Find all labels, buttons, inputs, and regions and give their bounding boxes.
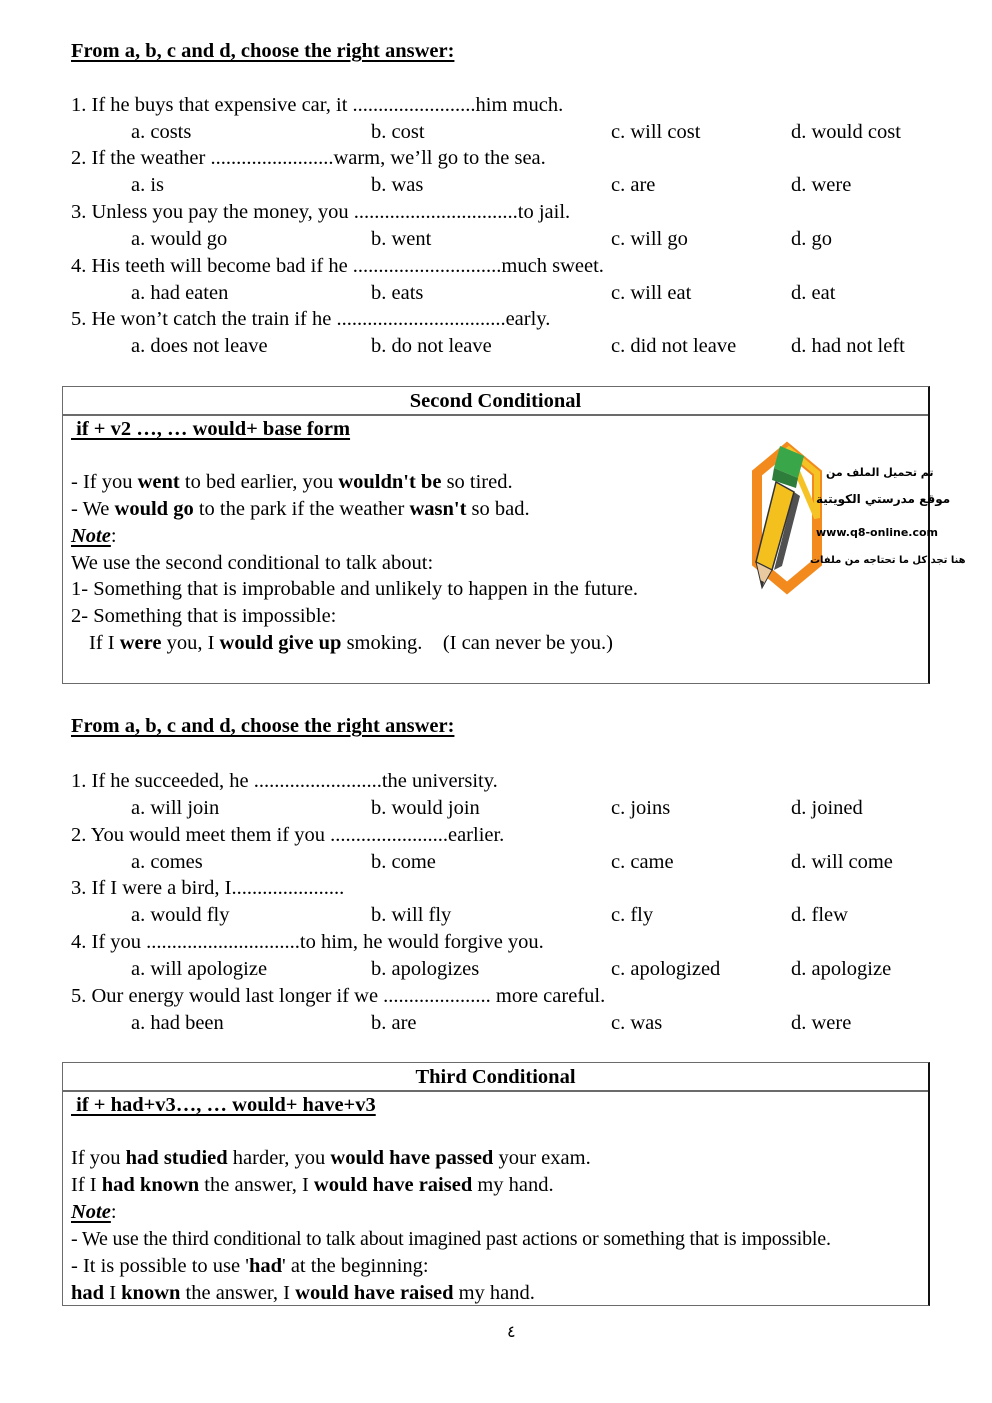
option-c: c. joins (611, 797, 671, 819)
question-2: 2. If the weather ........................warm, we’ll go to the sea. (71, 147, 546, 169)
bold-verb: wasn't (409, 498, 467, 520)
bold-verb: went (137, 471, 180, 493)
text: - We (71, 498, 115, 520)
question-3: 3. If I were a bird, I...................... (71, 877, 345, 899)
page-number: ٤ (507, 1322, 516, 1341)
bold-verb: had (71, 1282, 105, 1304)
option-a: a. had eaten (131, 282, 229, 304)
option-b: b. eats (371, 282, 424, 304)
bold-verb: known (121, 1282, 181, 1304)
second-conditional-example-3 (89, 633, 613, 654)
logo-arabic-line-4: هنا تجد كل ما تحتاجه من ملفات (810, 555, 966, 566)
bold-verb: had known (101, 1174, 200, 1196)
option-d: d. will come (791, 851, 893, 873)
q8-online-logo (748, 430, 966, 595)
bold-verb: would give up (219, 632, 342, 654)
text: - It is possible to use ' (71, 1255, 249, 1277)
second-conditional-example-1 (71, 472, 513, 493)
note-label: Note (71, 525, 111, 547)
bold-verb: had (248, 1255, 282, 1277)
option-a: a. comes (131, 851, 203, 873)
option-c: c. will cost (611, 121, 701, 143)
text: : (110, 1201, 117, 1223)
question-5: 5. He won’t catch the train if he .................................early. (71, 308, 551, 330)
second-conditional-usage: We use the second conditional to talk about: (71, 552, 434, 574)
text: my hand. (472, 1174, 554, 1196)
text: the answer, I (199, 1174, 314, 1196)
option-d: d. go (791, 228, 832, 250)
option-a: a. costs (131, 121, 192, 143)
option-b: b. apologizes (371, 958, 480, 980)
option-b: b. cost (371, 121, 425, 143)
text: ' at the beginning: (282, 1255, 429, 1277)
note-label: Note (71, 1201, 111, 1223)
bold-verb: would have passed (330, 1147, 494, 1169)
question-5: 5. Our energy would last longer if we ..................... more careful. (71, 985, 606, 1007)
bold-verb: were (119, 632, 162, 654)
exercise-1-heading: From a, b, c and d, choose the right answer: (71, 40, 455, 62)
second-conditional-title: Second Conditional (63, 387, 928, 416)
option-b: b. will fly (371, 904, 452, 926)
third-conditional-title: Third Conditional (63, 1063, 928, 1092)
option-a: a. is (131, 174, 165, 196)
option-b: b. went (371, 228, 432, 250)
logo-arabic-line-1: تم تحميل الملف من (826, 466, 934, 479)
option-d: d. had not left (791, 335, 905, 357)
bold-verb: had studied (125, 1147, 228, 1169)
option-a: a. would fly (131, 904, 230, 926)
option-b: b. would join (371, 797, 480, 819)
text: you, I (161, 632, 220, 654)
third-conditional-example-3 (71, 1283, 535, 1304)
question-4: 4. His teeth will become bad if he .............................much sweet. (71, 255, 604, 277)
question-3: 3. Unless you pay the money, you ................................to jail. (71, 201, 571, 223)
bold-verb: would have raised (313, 1174, 473, 1196)
logo-arabic-line-2: موقع مدرستي الكويتية (816, 492, 951, 506)
third-conditional-note (71, 1202, 117, 1223)
third-conditional-example-1 (71, 1148, 591, 1169)
second-conditional-note (71, 526, 117, 547)
pencil-graduation-icon (752, 438, 822, 598)
second-conditional-formula: if + v2 …, … would+ base form (71, 418, 351, 440)
option-c: c. came (611, 851, 674, 873)
text: harder, you (227, 1147, 331, 1169)
question-4: 4. If you ..............................to him, he would forgive you. (71, 931, 544, 953)
second-conditional-usage-1: 1- Something that is improbable and unlikely to happen in the future. (71, 578, 639, 600)
option-b: b. are (371, 1012, 417, 1034)
text: to bed earlier, you (179, 471, 339, 493)
text: the answer, I (180, 1282, 296, 1304)
question-1: 1. If he succeeded, he .........................the university. (71, 770, 498, 792)
text: : (110, 525, 117, 547)
option-c: c. fly (611, 904, 654, 926)
option-a: a. will join (131, 797, 220, 819)
option-d: d. eat (791, 282, 836, 304)
text: so bad. (466, 498, 530, 520)
option-d: d. flew (791, 904, 848, 926)
text: your exam. (493, 1147, 591, 1169)
option-b: b. was (371, 174, 424, 196)
text: so tired. (441, 471, 513, 493)
option-c: c. will eat (611, 282, 692, 304)
option-c: c. will go (611, 228, 688, 250)
option-a: a. would go (131, 228, 228, 250)
option-c: c. apologized (611, 958, 721, 980)
option-a: a. will apologize (131, 958, 268, 980)
text: If I (89, 632, 120, 654)
text: If I (71, 1174, 102, 1196)
text: my hand. (453, 1282, 535, 1304)
bold-verb: would go (114, 498, 194, 520)
option-d: d. were (791, 1012, 852, 1034)
option-c: c. did not leave (611, 335, 737, 357)
exercise-2-heading: From a, b, c and d, choose the right answer: (71, 715, 455, 737)
third-conditional-usage-2 (71, 1256, 429, 1277)
bold-verb: wouldn't be (338, 471, 442, 493)
second-conditional-usage-2: 2- Something that is impossible: (71, 605, 337, 627)
option-b: b. come (371, 851, 436, 873)
option-d: d. would cost (791, 121, 901, 143)
text: If you (71, 1147, 126, 1169)
option-b: b. do not leave (371, 335, 492, 357)
text: smoking. (I can never be you.) (341, 632, 613, 654)
option-d: d. joined (791, 797, 863, 819)
option-a: a. does not leave (131, 335, 268, 357)
option-a: a. had been (131, 1012, 224, 1034)
question-2: 2. You would meet them if you .......................earlier. (71, 824, 505, 846)
second-conditional-example-2 (71, 499, 530, 520)
text: I (104, 1282, 122, 1304)
logo-url: www.q8-online.com (816, 526, 938, 539)
third-conditional-example-2 (71, 1175, 554, 1196)
option-d: d. apologize (791, 958, 892, 980)
third-conditional-usage: - We use the third conditional to talk about imagined past actions or something that is impossible. (71, 1228, 831, 1250)
option-d: d. were (791, 174, 852, 196)
question-1: 1. If he buys that expensive car, it ........................him much. (71, 94, 564, 116)
third-conditional-formula: if + had+v3…, … would+ have+v3 (71, 1094, 376, 1116)
text: to the park if the weather (193, 498, 410, 520)
text: - If you (71, 471, 138, 493)
option-c: c. was (611, 1012, 663, 1034)
bold-verb: would have raised (295, 1282, 454, 1304)
option-c: c. are (611, 174, 656, 196)
